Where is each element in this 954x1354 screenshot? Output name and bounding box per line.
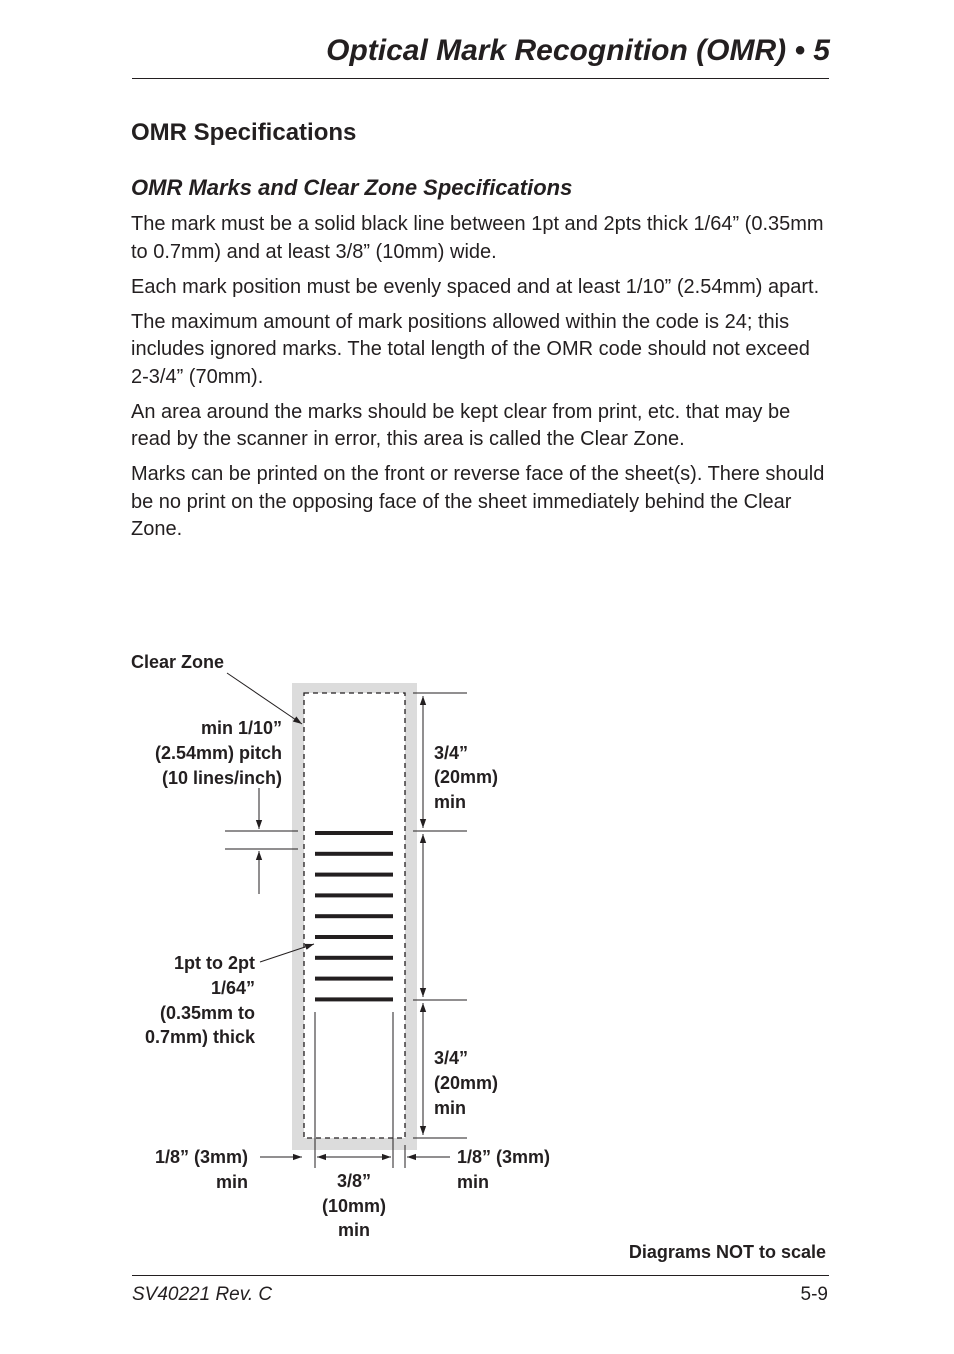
footer-divider: [132, 1275, 829, 1276]
mark-width-label: min: [337, 1220, 371, 1240]
pitch-label: min 1/10”: [200, 718, 282, 738]
paragraph: Each mark position must be evenly spaced and at least 1/10” (2.54mm) apart.: [131, 275, 820, 298]
bottom-margin-label: min: [434, 1098, 467, 1118]
right-margin-label: 1/8” (3mm): [457, 1147, 551, 1167]
top-margin-label: min: [434, 792, 467, 812]
paragraph: The mark must be a solid black line between 1pt and 2pts thick 1/64” (0.35mm to 0.7mm) and at least 3/8” (10mm) wide.: [131, 213, 824, 263]
thickness-label: 1pt to 2pt: [174, 953, 255, 973]
paragraph: Marks can be printed on the front or reverse face of the sheet(s). There should be no print on the opposing face of the sheet immediately behind the Clear Zone.: [131, 463, 825, 540]
top-margin-label: (20mm): [434, 767, 499, 787]
omr-mark: [315, 893, 393, 897]
right-margin-label: min: [457, 1172, 490, 1192]
omr-mark: [315, 873, 393, 877]
document-id: SV40221 Rev. C: [132, 1284, 273, 1305]
clear-zone-leader: [227, 673, 302, 724]
thickness-label: (0.35mm to: [159, 1003, 255, 1023]
omr-mark: [315, 997, 393, 1001]
bottom-margin-label: 3/4”: [434, 1048, 469, 1068]
thickness-label: 0.7mm) thick: [144, 1027, 255, 1047]
mark-width-label: (10mm): [321, 1196, 387, 1216]
thickness-leader: [260, 944, 314, 962]
bottom-margin-label: (20mm): [434, 1073, 499, 1093]
subsection-title: OMR Marks and Clear Zone Specifications: [131, 175, 573, 200]
omr-mark: [315, 977, 393, 981]
thickness-label: 1/64”: [210, 978, 255, 998]
scale-note: Diagrams NOT to scale: [628, 1242, 826, 1262]
omr-mark: [315, 935, 393, 939]
pitch-label: (10 lines/inch): [161, 768, 282, 788]
pitch-label: (2.54mm) pitch: [154, 743, 282, 763]
clear-zone-label: Clear Zone: [131, 652, 225, 672]
section-title: OMR Specifications: [131, 119, 357, 146]
left-margin-label: min: [215, 1172, 248, 1192]
left-margin-label: 1/8” (3mm): [154, 1147, 248, 1167]
omr-mark: [315, 831, 393, 835]
omr-mark: [315, 852, 393, 856]
mark-width-label: 3/8”: [336, 1171, 372, 1191]
paragraph: The maximum amount of mark positions allowed within the code is 24; this includes ignored marks. The total length of the OMR code should not exceed 2-3/4” (70mm).: [131, 310, 810, 388]
page-header-title: Optical Mark Recognition (OMR) • 5: [326, 34, 830, 67]
top-margin-label: 3/4”: [434, 743, 469, 763]
omr-mark: [315, 956, 393, 960]
page-number: 5-9: [800, 1284, 828, 1305]
omr-marks: [315, 831, 393, 1001]
omr-mark: [315, 914, 393, 918]
paragraph: An area around the marks should be kept clear from print, etc. that may be read by the scanner in error, this area is called the Clear Zone.: [131, 400, 791, 450]
